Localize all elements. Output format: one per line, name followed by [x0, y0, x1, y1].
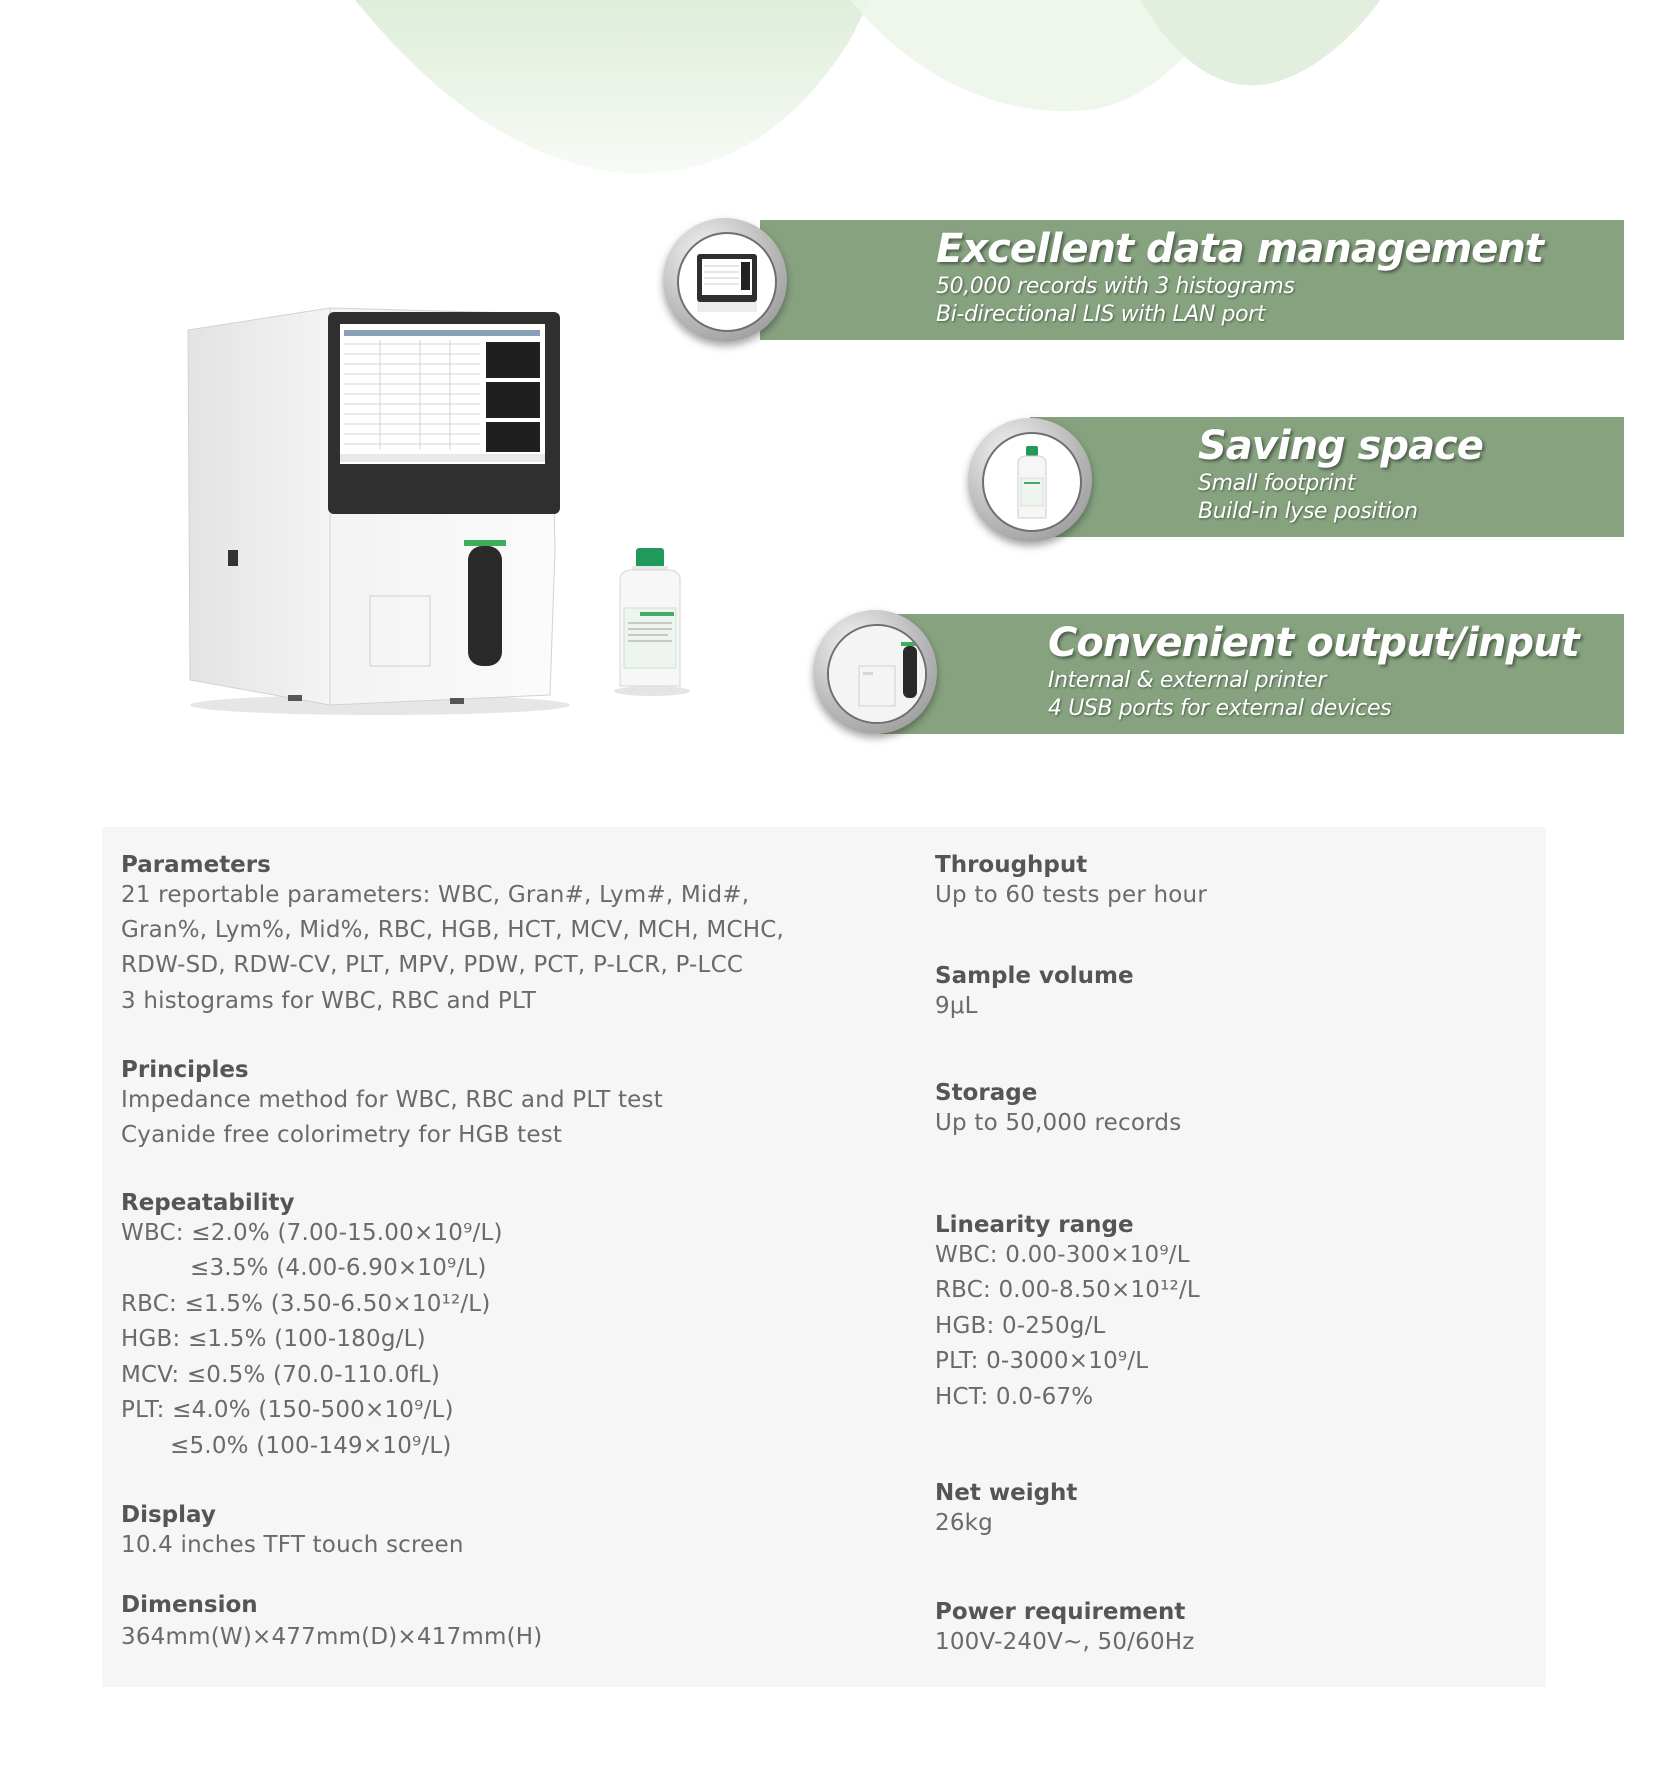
feature-banner-data-management — [760, 220, 1624, 340]
feature-line: Build-in lyse position — [1198, 499, 1418, 524]
reagent-bottle-icon — [968, 418, 1092, 542]
spec-line: Up to 50,000 records — [935, 1110, 1182, 1136]
spec-title-repeatability: Repeatability — [121, 1190, 295, 1216]
spec-line: Impedance method for WBC, RBC and PLT test — [121, 1087, 663, 1113]
feature-line: 4 USB ports for external devices — [1048, 696, 1392, 721]
spec-line: ≤3.5% (4.00-6.90×10⁹/L) — [190, 1255, 487, 1281]
reagent-bottle-illustration — [610, 548, 690, 698]
spec-title-net-weight: Net weight — [935, 1480, 1078, 1506]
spec-line: 26kg — [935, 1510, 993, 1536]
analyzer-illustration — [180, 300, 580, 720]
printer-icon — [813, 610, 937, 734]
spec-line: 9μL — [935, 993, 978, 1019]
feature-line: Internal & external printer — [1048, 668, 1327, 693]
spec-title-parameters: Parameters — [121, 852, 271, 878]
spec-line: PLT: ≤4.0% (150-500×10⁹/L) — [121, 1397, 454, 1423]
spec-line: MCV: ≤0.5% (70.0-110.0fL) — [121, 1362, 441, 1388]
feature-title: Saving space — [1198, 423, 1483, 469]
feature-banner-output-input — [880, 614, 1624, 734]
spec-title-dimension: Dimension — [121, 1592, 258, 1618]
feature-title: Excellent data management — [936, 226, 1544, 272]
spec-title-principles: Principles — [121, 1057, 249, 1083]
spec-title-linearity-range: Linearity range — [935, 1212, 1134, 1238]
spec-line: PLT: 0-3000×10⁹/L — [935, 1348, 1149, 1374]
feature-line: Small footprint — [1198, 471, 1356, 496]
feature-line: 50,000 records with 3 histograms — [936, 274, 1295, 299]
spec-line: Up to 60 tests per hour — [935, 882, 1207, 908]
feature-line: Bi-directional LIS with LAN port — [936, 302, 1266, 327]
spec-line: 364mm(W)×477mm(D)×417mm(H) — [121, 1624, 543, 1650]
spec-line: RBC: 0.00-8.50×10¹²/L — [935, 1277, 1200, 1303]
spec-line: 10.4 inches TFT touch screen — [121, 1532, 464, 1558]
spec-title-throughput: Throughput — [935, 852, 1088, 878]
spec-line: HGB: ≤1.5% (100-180g/L) — [121, 1326, 426, 1352]
spec-line: WBC: ≤2.0% (7.00-15.00×10⁹/L) — [121, 1220, 503, 1246]
spec-line: HGB: 0-250g/L — [935, 1313, 1106, 1339]
spec-line: RDW-SD, RDW-CV, PLT, MPV, PDW, PCT, P-LCR, P-LCC — [121, 952, 744, 978]
spec-line: 21 reportable parameters: WBC, Gran#, Lym#, Mid#, — [121, 882, 750, 908]
spec-line: WBC: 0.00-300×10⁹/L — [935, 1242, 1190, 1268]
spec-line: Cyanide free colorimetry for HGB test — [121, 1122, 563, 1148]
spec-line: ≤5.0% (100-149×10⁹/L) — [170, 1433, 452, 1459]
specifications-panel — [102, 827, 1546, 1687]
feature-title: Convenient output/input — [1048, 620, 1579, 666]
spec-line: RBC: ≤1.5% (3.50-6.50×10¹²/L) — [121, 1291, 491, 1317]
spec-line: Gran%, Lym%, Mid%, RBC, HGB, HCT, MCV, MCH, MCHC, — [121, 917, 784, 943]
spec-line: HCT: 0.0-67% — [935, 1384, 1094, 1410]
spec-title-sample-volume: Sample volume — [935, 963, 1134, 989]
spec-line: 3 histograms for WBC, RBC and PLT — [121, 988, 537, 1014]
feature-banner-saving-space — [1030, 417, 1624, 537]
spec-title-power-requirement: Power requirement — [935, 1599, 1186, 1625]
spec-title-storage: Storage — [935, 1080, 1038, 1106]
background-waves — [0, 0, 1654, 200]
spec-title-display: Display — [121, 1502, 216, 1528]
spec-line: 100V-240V~, 50/60Hz — [935, 1629, 1195, 1655]
touchscreen-icon — [663, 218, 787, 342]
